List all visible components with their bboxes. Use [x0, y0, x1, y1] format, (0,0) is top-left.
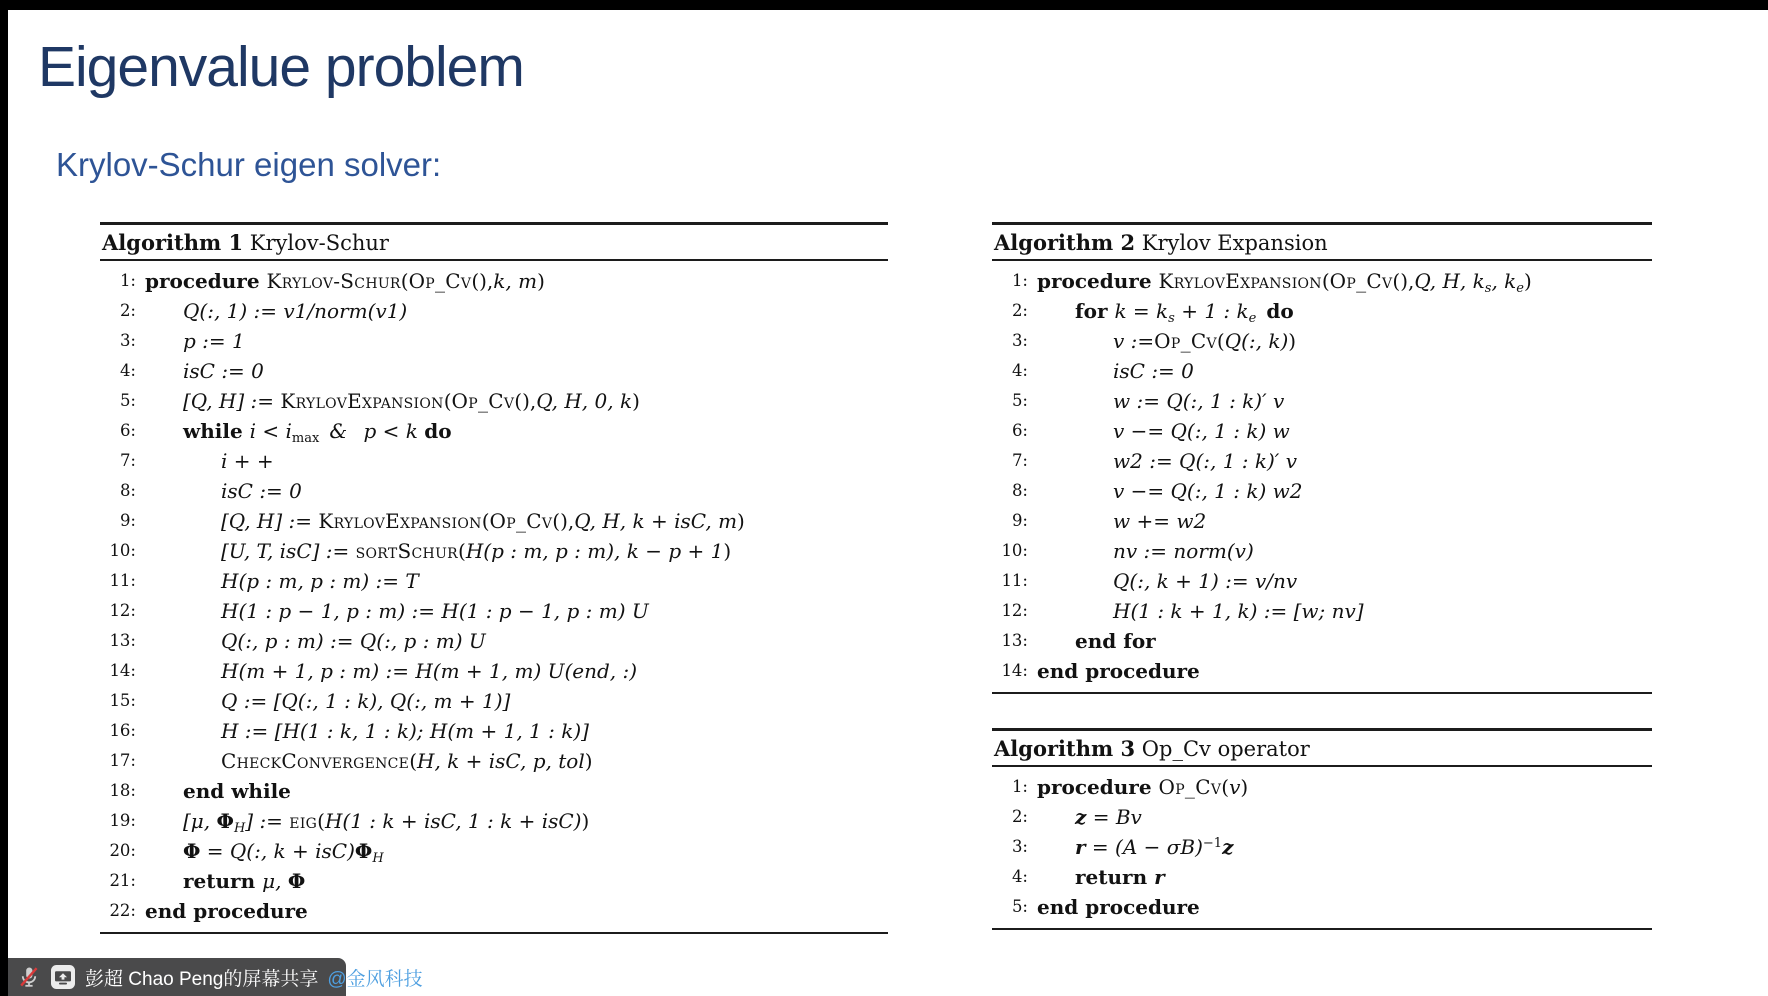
code-segment: Φ	[287, 869, 306, 893]
line-content	[145, 686, 510, 716]
code-segment: Op_Cv	[1154, 329, 1217, 353]
code-segment: w := Q(:, 1 : k)′ v	[1113, 389, 1285, 413]
algo-line	[100, 356, 888, 386]
algo-line	[100, 716, 888, 746]
algo-line	[992, 446, 1652, 476]
algo-line	[992, 626, 1652, 656]
line-content	[145, 386, 640, 416]
code-segment: Q(:, 1) := v1/norm(v1)	[183, 299, 408, 323]
code-segment: Q := [Q(:, 1 : k), Q(:, m + 1)]	[221, 689, 511, 713]
line-content	[145, 806, 589, 836]
line-number: 9:	[119, 511, 136, 530]
code-segment: Q, H, k + isC, m	[574, 509, 738, 533]
code-segment: r	[1075, 835, 1086, 859]
code-segment: (),	[552, 509, 575, 533]
code-segment: (	[481, 509, 490, 533]
code-segment: = (A − σB)	[1085, 835, 1203, 859]
code-segment: H(p : m, p : m), k − p + 1	[465, 539, 724, 563]
algorithm-title: Op_Cv operator	[1135, 737, 1310, 761]
code-segment: , k	[1491, 269, 1517, 293]
code-segment: procedure	[1037, 269, 1159, 293]
line-number: 12:	[109, 601, 136, 620]
code-segment: CheckConvergence	[221, 749, 410, 773]
code-segment: i < i	[249, 419, 292, 443]
line-content	[1037, 536, 1254, 566]
code-segment: [U, T, isC] :=	[221, 539, 356, 563]
presenter-share-label: 彭超 Chao Peng的屏幕共享	[85, 968, 319, 990]
line-content	[145, 296, 407, 326]
code-segment: )	[632, 389, 640, 413]
algo-line	[100, 626, 888, 656]
code-segment: H(m + 1, p : m) := H(m + 1, m) U(end, :)	[221, 659, 638, 683]
algo-line	[992, 296, 1652, 326]
code-segment: (),	[471, 269, 494, 293]
code-segment: v −= Q(:, 1 : k) w	[1113, 419, 1290, 443]
code-segment: H := [H(1 : k, 1 : k); H(m + 1, 1 : k)]	[221, 719, 589, 743]
code-segment: Φ	[183, 839, 201, 863]
code-segment	[1256, 299, 1266, 323]
code-segment: e	[1248, 311, 1257, 326]
code-segment: Q(:, k)	[1224, 329, 1289, 353]
line-number: 14:	[109, 661, 136, 680]
line-number: 8:	[1011, 481, 1028, 500]
line-number: 17:	[109, 751, 136, 770]
code-segment: Q(:, k + 1) := v/nv	[1113, 569, 1298, 593]
algo-line	[992, 772, 1652, 802]
code-segment: (	[458, 539, 466, 563]
algo-line	[992, 326, 1652, 356]
line-content	[1037, 386, 1284, 416]
code-segment: Q, H, 0, k	[536, 389, 633, 413]
line-content	[145, 866, 305, 896]
line-content	[145, 446, 274, 476]
line-content	[145, 356, 264, 386]
line-content	[1037, 266, 1532, 296]
code-segment: isC := 0	[183, 359, 264, 383]
line-number: 3:	[1011, 837, 1028, 856]
code-segment: (	[1321, 269, 1330, 293]
line-content	[145, 416, 452, 446]
line-content	[1037, 566, 1297, 596]
algo-line	[100, 266, 888, 296]
line-content	[1037, 446, 1297, 476]
line-number: 11:	[1001, 571, 1028, 590]
algorithm-2-krylov-expansion	[992, 222, 1652, 694]
code-segment: Φ	[354, 839, 373, 863]
algo-line	[992, 536, 1652, 566]
algo-line	[992, 476, 1652, 506]
code-segment: H(1 : k + 1, k) := [w; nv]	[1113, 599, 1364, 623]
code-segment: [Q, H] :=	[183, 389, 281, 413]
line-number: 22:	[109, 901, 136, 920]
code-segment: KrylovExpansion	[1158, 269, 1322, 293]
code-segment: z	[1075, 805, 1087, 829]
line-content	[1037, 862, 1165, 892]
code-segment: v −= Q(:, 1 : k) w2	[1113, 479, 1303, 503]
algorithm-3-opcv-operator	[992, 728, 1652, 930]
code-segment: = Q(:, k + isC)	[200, 839, 355, 863]
algorithm-title: Krylov-Schur	[243, 231, 389, 255]
algo-line	[992, 656, 1652, 686]
line-content	[145, 596, 649, 626]
algorithm-number: Algorithm 2	[994, 230, 1136, 255]
code-segment: while	[183, 419, 250, 443]
line-content	[145, 716, 589, 746]
code-segment: w2 := Q(:, 1 : k)′ v	[1113, 449, 1298, 473]
algo-line	[100, 896, 888, 926]
algo-line	[992, 862, 1652, 892]
line-number: 7:	[1011, 451, 1028, 470]
line-content	[145, 266, 545, 296]
line-content	[145, 836, 384, 866]
code-segment: do	[1266, 299, 1294, 323]
line-number: 13:	[1001, 631, 1028, 650]
line-content	[145, 746, 593, 776]
code-segment: Op_Cv	[1158, 775, 1222, 799]
code-segment: return	[1075, 865, 1155, 889]
code-segment: )	[581, 809, 590, 833]
code-segment: max	[291, 431, 320, 446]
algo-line	[100, 596, 888, 626]
line-number: 2:	[1011, 301, 1028, 320]
line-number: 20:	[109, 841, 136, 860]
code-segment: procedure	[145, 269, 267, 293]
algorithm-header	[100, 225, 888, 261]
code-segment: k, m	[493, 269, 538, 293]
algo-line	[100, 506, 888, 536]
line-content	[1037, 596, 1364, 626]
line-number: 9:	[1011, 511, 1028, 530]
code-segment: H	[233, 821, 246, 836]
code-segment: KrylovExpansion	[318, 509, 482, 533]
algo-line	[992, 892, 1652, 922]
line-number: 1:	[119, 271, 136, 290]
line-number: 8:	[119, 481, 136, 500]
code-segment: Q(:, p : m) := Q(:, p : m) U	[221, 629, 486, 653]
code-segment: end procedure	[1037, 659, 1200, 683]
code-segment: s	[1484, 281, 1492, 296]
algo-line	[100, 566, 888, 596]
line-content	[145, 476, 302, 506]
code-segment: isC := 0	[221, 479, 302, 503]
screen-share-indicator[interactable]	[8, 958, 423, 996]
code-segment: end while	[183, 779, 291, 803]
algo-line	[100, 476, 888, 506]
line-number: 2:	[119, 301, 136, 320]
code-segment: )	[723, 539, 732, 563]
code-segment: w += w2	[1113, 509, 1207, 533]
code-segment: (	[443, 389, 452, 413]
code-segment: (	[400, 269, 409, 293]
line-content	[1037, 656, 1200, 686]
code-segment: KrylovExpansion	[280, 389, 444, 413]
code-segment: H(1 : k + isC, 1 : k + isC)	[324, 809, 582, 833]
code-segment: k = k	[1114, 299, 1169, 323]
algorithm-body	[100, 261, 888, 926]
algo-line	[100, 656, 888, 686]
code-segment: isC := 0	[1113, 359, 1194, 383]
line-content	[1037, 416, 1290, 446]
code-segment: (	[409, 749, 418, 773]
line-number: 15:	[109, 691, 136, 710]
line-content	[1037, 832, 1233, 862]
line-content	[145, 326, 245, 356]
line-number: 6:	[1011, 421, 1028, 440]
code-segment: [Q, H] :=	[221, 509, 319, 533]
line-number: 12:	[1001, 601, 1028, 620]
algo-line	[992, 386, 1652, 416]
line-number: 19:	[109, 811, 136, 830]
code-segment: v	[1229, 775, 1241, 799]
code-segment: r	[1154, 865, 1165, 889]
line-number: 18:	[109, 781, 136, 800]
line-number: 3:	[119, 331, 136, 350]
line-content	[1037, 772, 1248, 802]
code-segment: )	[1240, 775, 1249, 799]
code-segment: )	[1288, 329, 1297, 353]
code-segment: μ,	[262, 869, 288, 893]
code-segment: ] :=	[245, 809, 290, 833]
algo-line	[100, 836, 888, 866]
algo-line	[992, 596, 1652, 626]
code-segment: Op_Cv	[451, 389, 515, 413]
code-segment: )	[584, 749, 593, 773]
line-content	[145, 656, 637, 686]
code-segment: end procedure	[145, 899, 308, 923]
algo-line	[100, 866, 888, 896]
slide-subtitle: Krylov-Schur eigen solver:	[56, 146, 442, 183]
code-segment: end procedure	[1037, 895, 1200, 919]
line-number: 5:	[1011, 391, 1028, 410]
line-content	[1037, 296, 1294, 326]
code-segment: (	[1216, 329, 1225, 353]
code-segment: Krylov-Schur	[266, 269, 401, 293]
page-title: Eigenvalue problem	[38, 35, 524, 99]
code-segment: Op_Cv	[1329, 269, 1393, 293]
algorithm-body	[992, 261, 1652, 686]
code-segment: Q, H, k	[1414, 269, 1485, 293]
line-number: 5:	[1011, 897, 1028, 916]
line-content	[1037, 476, 1302, 506]
line-number: 13:	[109, 631, 136, 650]
algo-line	[992, 832, 1652, 862]
algorithm-header	[992, 225, 1652, 261]
algo-line	[100, 776, 888, 806]
code-segment: H(p : m, p : m) := T	[221, 569, 419, 593]
code-segment: procedure	[1037, 775, 1159, 799]
algo-line	[100, 416, 888, 446]
code-segment: eig	[289, 809, 318, 833]
algo-line	[992, 506, 1652, 536]
line-content	[1037, 802, 1142, 832]
code-segment: s	[1168, 311, 1175, 326]
code-segment: do	[424, 419, 452, 443]
line-number: 7:	[119, 451, 136, 470]
code-segment: return	[183, 869, 263, 893]
code-segment: v :=	[1113, 329, 1155, 353]
code-segment: p := 1	[183, 329, 245, 353]
algorithm-1-krylov-schur	[100, 222, 888, 934]
algo-line	[100, 446, 888, 476]
line-number: 21:	[109, 871, 136, 890]
code-segment: −1	[1202, 836, 1223, 851]
slide	[8, 10, 1768, 996]
code-segment: H, k + isC, p, tol	[417, 749, 585, 773]
algo-line	[100, 686, 888, 716]
line-number: 1:	[1011, 271, 1028, 290]
line-content	[1037, 892, 1200, 922]
algorithm-header	[992, 731, 1652, 767]
code-segment: sortSchur	[355, 539, 459, 563]
algorithm-number: Algorithm 1	[102, 230, 244, 255]
code-segment: )	[1523, 269, 1532, 293]
code-segment: = Bv	[1086, 805, 1142, 829]
line-number: 4:	[1011, 361, 1028, 380]
line-content	[1037, 356, 1194, 386]
code-segment: & p < k	[319, 419, 425, 443]
algo-line	[100, 536, 888, 566]
line-content	[1037, 626, 1156, 656]
line-content	[145, 506, 745, 536]
code-segment: H	[372, 851, 384, 866]
algo-line	[992, 802, 1652, 832]
line-content	[1037, 506, 1206, 536]
code-segment: Op_Cv	[408, 269, 472, 293]
algorithm-body	[992, 767, 1652, 922]
algorithm-title: Krylov Expansion	[1135, 231, 1328, 255]
line-content	[145, 626, 486, 656]
line-number: 6:	[119, 421, 136, 440]
code-segment: nv := norm(v)	[1113, 539, 1254, 563]
code-segment: [μ,	[183, 809, 217, 833]
algo-line	[100, 746, 888, 776]
line-number: 4:	[119, 361, 136, 380]
code-segment: (	[1221, 775, 1230, 799]
line-number: 10:	[109, 541, 136, 560]
algorithm-number: Algorithm 3	[994, 736, 1136, 761]
line-number: 10:	[1001, 541, 1028, 560]
screen-share-icon	[50, 964, 76, 990]
line-number: 1:	[1011, 777, 1028, 796]
code-segment: e	[1516, 281, 1524, 296]
organization-link[interactable]: @金风科技	[327, 968, 423, 990]
code-segment: (),	[514, 389, 537, 413]
code-segment: for	[1075, 299, 1115, 323]
line-number: 5:	[119, 391, 136, 410]
microphone-muted-icon	[17, 965, 41, 989]
algo-line	[992, 416, 1652, 446]
code-segment: end for	[1075, 629, 1156, 653]
code-segment: )	[537, 269, 545, 293]
algo-line	[100, 386, 888, 416]
code-segment: (	[317, 809, 325, 833]
code-segment: H(1 : p − 1, p : m) := H(1 : p − 1, p : m) U	[221, 599, 649, 623]
line-number: 2:	[1011, 807, 1028, 826]
code-segment: Φ	[216, 809, 234, 833]
line-content	[145, 536, 731, 566]
line-content	[1037, 326, 1296, 356]
algo-line	[100, 296, 888, 326]
code-segment: Op_Cv	[489, 509, 553, 533]
line-content	[145, 776, 291, 806]
line-content	[145, 896, 308, 926]
line-number: 4:	[1011, 867, 1028, 886]
algo-line	[992, 356, 1652, 386]
code-segment: z	[1222, 835, 1234, 859]
algo-line	[100, 806, 888, 836]
line-number: 16:	[109, 721, 136, 740]
code-segment: + 1 : k	[1174, 299, 1249, 323]
code-segment: i + +	[221, 449, 274, 473]
line-number: 3:	[1011, 331, 1028, 350]
code-segment: )	[737, 509, 745, 533]
algo-line	[992, 266, 1652, 296]
line-number: 11:	[109, 571, 136, 590]
algo-line	[100, 326, 888, 356]
algo-line	[992, 566, 1652, 596]
code-segment: (),	[1392, 269, 1415, 293]
line-number: 14:	[1001, 661, 1028, 680]
line-content	[145, 566, 419, 596]
